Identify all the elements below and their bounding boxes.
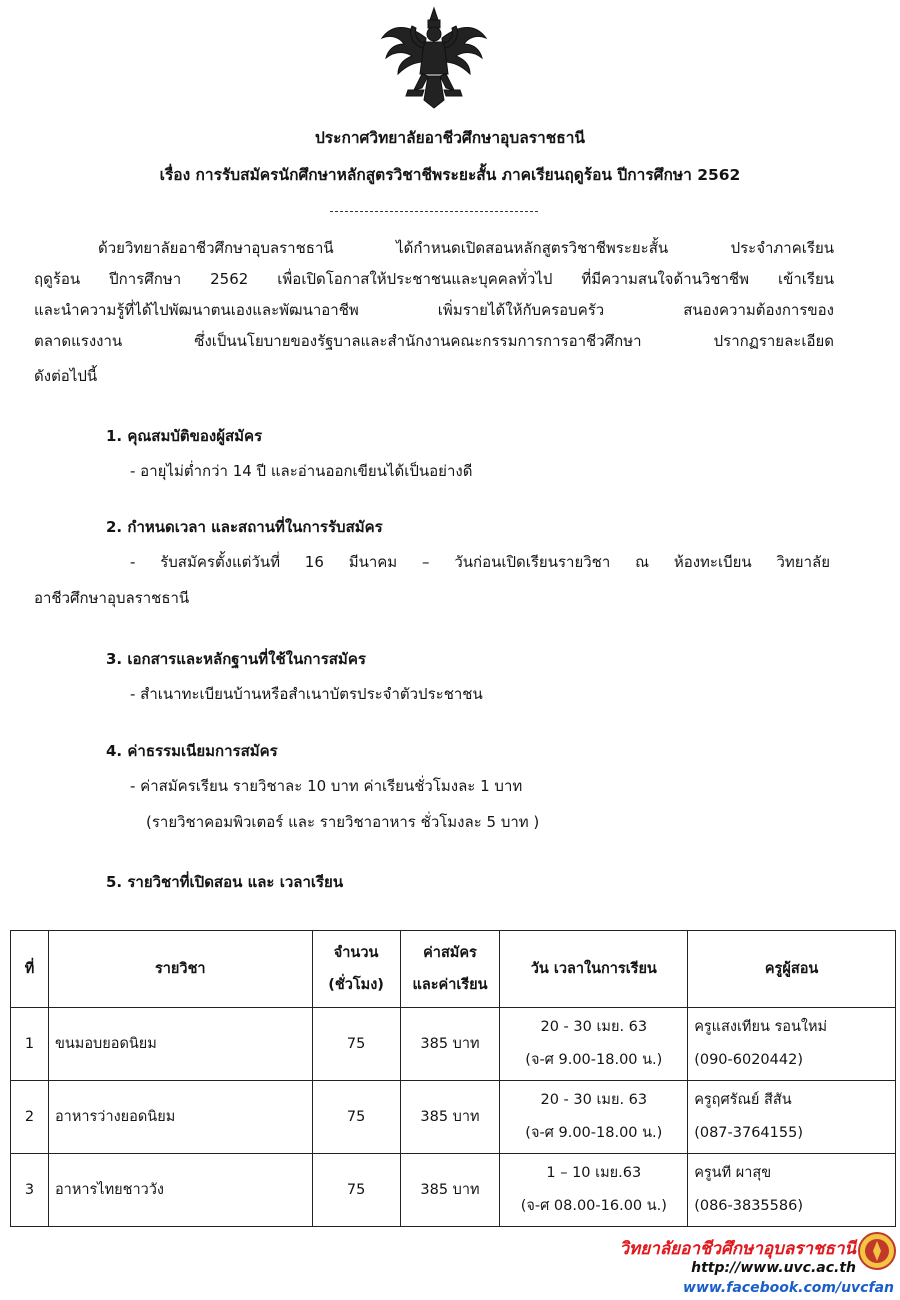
- garuda-emblem-icon: [378, 4, 490, 114]
- row-date: 20 - 30 เมย. 63: [540, 1092, 648, 1108]
- row-fee: 385 บาท: [400, 1008, 500, 1081]
- section-schedule-place-heading: 2. กำหนดเวลา และสถานที่ในการรับสมัคร: [106, 518, 383, 536]
- row-date: 1 – 10 เมย.63: [546, 1165, 642, 1181]
- row-fee: 385 บาท: [400, 1081, 500, 1154]
- row-no: 3: [11, 1154, 49, 1227]
- row-teacher-phone: (086-3835586): [694, 1198, 803, 1214]
- row-time: (จ-ศ 9.00-18.00 น.): [525, 1125, 663, 1141]
- document-item: - สำเนาทะเบียนบ้านหรือสำเนาบัตรประจำตัวประชาชน: [130, 685, 483, 703]
- col-header-hours-line2: (ชั่วโมง): [328, 977, 384, 993]
- row-hours: 75: [312, 1081, 400, 1154]
- fee-note: (รายวิชาคอมพิวเตอร์ และ รายวิชาอาหาร ชั่วโมงละ 5 บาท ): [146, 813, 540, 831]
- row-time: (จ-ศ 08.00-16.00 น.): [520, 1198, 667, 1214]
- registration-place-item: อาชีวศึกษาอุบลราชธานี: [34, 589, 190, 607]
- announcement-subject: เรื่อง การรับสมัครนักศึกษาหลักสูตรวิชาชีพระยะสั้น ภาคเรียนฤดูร้อน ปีการศึกษา 2562: [159, 166, 741, 184]
- row-teacher-name: ครูฤศรัณย์ สีสัน: [694, 1092, 792, 1108]
- intro-line-5: ดังต่อไปนี้: [34, 367, 98, 385]
- row-subject: อาหารว่างยอดนิยม: [48, 1081, 312, 1154]
- intro-line-1: ด้วยวิทยาลัยอาชีวศึกษาอุบลราชธานี ได้กำหนดเปิดสอนหลักสูตรวิชาชีพระยะสั้น ประจำภาคเรียน: [98, 239, 834, 257]
- facebook-url[interactable]: www.facebook.com/uvcfan: [683, 1280, 894, 1296]
- intro-line-2: ฤดูร้อน ปีการศึกษา 2562 เพื่อเปิดโอกาสให้ประชาชนและบุคคลทั่วไป ที่มีความสนใจด้านวิชาชีพ เข้าเรียน: [34, 270, 834, 288]
- row-schedule: [500, 1081, 688, 1154]
- section-courses-heading: 5. รายวิชาที่เปิดสอน และ เวลาเรียน: [106, 873, 344, 891]
- section-fees-heading: 4. ค่าธรรมเนียมการสมัคร: [106, 742, 278, 760]
- announcement-title: ประกาศวิทยาลัยอาชีวศึกษาอุบลราชธานี: [314, 129, 586, 147]
- col-header-fee-line2: และค่าเรียน: [412, 977, 488, 993]
- table-header-row: [11, 931, 896, 1008]
- college-name-watermark: วิทยาลัยอาชีวศึกษาอุบลราชธานี: [619, 1239, 856, 1259]
- table-row: [11, 1081, 896, 1154]
- row-teacher-phone: (090-6020442): [694, 1052, 803, 1068]
- row-no: 1: [11, 1008, 49, 1081]
- row-teacher-phone: (087-3764155): [694, 1125, 803, 1141]
- col-header-fee-line1: ค่าสมัคร: [423, 945, 477, 961]
- col-header-teacher: ครูผู้สอน: [688, 931, 896, 1008]
- table-row: [11, 1154, 896, 1227]
- row-hours: 75: [312, 1008, 400, 1081]
- row-schedule: [500, 1154, 688, 1227]
- row-no: 2: [11, 1081, 49, 1154]
- row-teacher: [688, 1008, 896, 1081]
- title-divider: [330, 211, 538, 212]
- college-url[interactable]: http://www.uvc.ac.th: [691, 1260, 856, 1276]
- course-table: [10, 930, 896, 1227]
- row-subject: อาหารไทยชาววัง: [48, 1154, 312, 1227]
- section-documents-heading: 3. เอกสารและหลักฐานที่ใช้ในการสมัคร: [106, 650, 366, 668]
- row-teacher: [688, 1154, 896, 1227]
- row-teacher-name: ครูนที ผาสุข: [694, 1165, 772, 1181]
- qualification-item: - อายุไม่ต่ำกว่า 14 ปี และอ่านออกเขียนได้เป็นอย่างดี: [130, 462, 473, 480]
- row-hours: 75: [312, 1154, 400, 1227]
- college-seal-icon: [858, 1232, 896, 1270]
- registration-period-item: - รับสมัครตั้งแต่วันที่ 16 มีนาคม – วันก่อนเปิดเรียนรายวิชา ณ ห้องทะเบียน วิทยาลัย: [130, 553, 830, 571]
- intro-line-4: ตลาดแรงงาน ซึ่งเป็นนโยบายของรัฐบาลและสำนักงานคณะกรรมการการอาชีวศึกษา ปรากฏรายละเอียด: [34, 332, 834, 350]
- row-teacher: [688, 1081, 896, 1154]
- college-watermark: [576, 1232, 896, 1298]
- col-header-subject: รายวิชา: [48, 931, 312, 1008]
- row-teacher-name: ครูแสงเทียน รอนใหม่: [694, 1019, 828, 1035]
- section-qualifications-heading: 1. คุณสมบัติของผู้สมัคร: [106, 427, 263, 445]
- row-time: (จ-ศ 9.00-18.00 น.): [525, 1052, 663, 1068]
- col-header-fee: [400, 931, 500, 1008]
- row-schedule: [500, 1008, 688, 1081]
- table-row: [11, 1008, 896, 1081]
- intro-line-3: และนำความรู้ที่ได้ไปพัฒนาตนเองและพัฒนาอาชีพ เพิ่มรายได้ให้กับครอบครัว สนองความต้องการของ: [34, 301, 834, 319]
- col-header-hours: [312, 931, 400, 1008]
- col-header-no: ที่: [11, 931, 49, 1008]
- fee-item: - ค่าสมัครเรียน รายวิชาละ 10 บาท ค่าเรียนชั่วโมงละ 1 บาท: [130, 777, 523, 795]
- row-subject: ขนมอบยอดนิยม: [48, 1008, 312, 1081]
- col-header-schedule: วัน เวลาในการเรียน: [500, 931, 688, 1008]
- col-header-hours-line1: จำนวน: [333, 945, 379, 961]
- row-fee: 385 บาท: [400, 1154, 500, 1227]
- row-date: 20 - 30 เมย. 63: [540, 1019, 648, 1035]
